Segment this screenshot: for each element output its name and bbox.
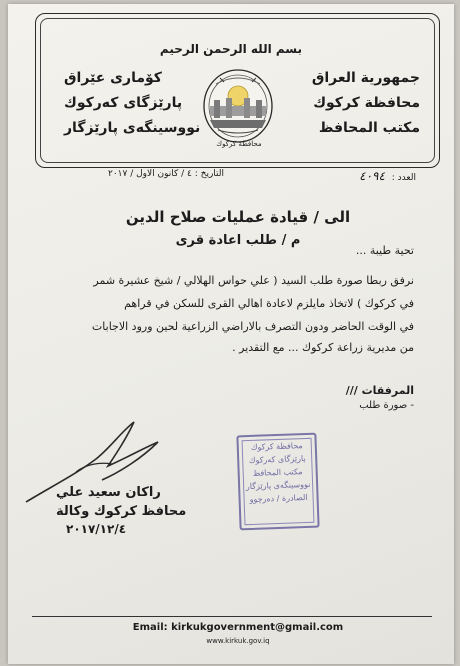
letter-greeting: تحية طيبة ...: [355, 244, 414, 257]
header-kurdish-line: نووسینگەی پارێزگار: [64, 120, 201, 136]
stamp-line: مكتب المحافظ: [252, 467, 303, 478]
letter-body-line: نرفق ربطا صورة طلب السيد ( علي حواس الهلالي / شيخ عشيرة شمر: [93, 274, 414, 287]
basmala-text: بسم الله الرحمن الرحيم: [159, 42, 302, 56]
reference-date: [108, 169, 224, 179]
stamp-line: الصادرة / دەرچوو: [249, 492, 308, 504]
letterhead-arabic: [312, 66, 420, 141]
emblem-ring-text: محافظة كركوك: [216, 140, 262, 148]
reference-date-value: ٤ / كانون الاول / ٢٠١٧: [108, 169, 192, 179]
header-kurdish-line: كۆماری عێراق: [64, 70, 162, 86]
header-arabic-line: مكتب المحافظ: [318, 120, 420, 136]
letter-body-line: في الوقت الحاضر ودون التصرف بالاراضي الزراعية لحين ورود الاجابات: [91, 320, 414, 333]
footer-divider: [32, 616, 432, 617]
emblem-citadel-icon: [180, 40, 298, 156]
header-arabic-line: محافظة كركوك: [313, 95, 420, 111]
signatory-title: محافظ كركوك وكالة: [56, 504, 187, 519]
reference-date-label: التاريخ :: [194, 169, 225, 179]
reference-number: [359, 169, 416, 183]
reference-number-label: العدد :: [391, 173, 416, 183]
letter-page: [8, 4, 454, 664]
letter-body-line: في كركوك ) لاتخاذ مايلزم لاعادة اهالي القرى للسكن في قراهم: [124, 297, 414, 310]
letter-recipient: الى / قيادة عمليات صلاح الدين: [125, 208, 351, 226]
header-arabic-line: جمهورية العراق: [311, 70, 420, 86]
attachments-heading: المرفقات ///: [345, 384, 414, 397]
attachment-item: - صورة طلب: [359, 400, 414, 411]
letter-subject: م / طلب اعادة قرى: [175, 233, 301, 248]
governorate-emblem: [159, 40, 302, 156]
signatory-name: راكان سعيد علي: [56, 485, 161, 500]
footer-website: www.kirkuk.gov.iq: [206, 637, 270, 645]
footer-email: Email: kirkukgovernment@gmail.com: [132, 622, 344, 633]
stamp-line: نووسینگەی پارێزگار: [245, 479, 311, 492]
stamp-line: پارێزگای كەركوك: [248, 454, 306, 466]
office-stamp: [236, 433, 319, 531]
stamp-line: محافظة كركوك: [250, 441, 303, 452]
reference-number-value: ٤٠٩٤: [359, 169, 385, 183]
signature-date: ٢٠١٧/١٢/٤: [66, 522, 127, 536]
letter-body-line: من مديرية زراعة كركوك ... مع التقدير .: [232, 341, 414, 354]
header-kurdish-line: پارێزگای كەركوك: [64, 95, 183, 111]
